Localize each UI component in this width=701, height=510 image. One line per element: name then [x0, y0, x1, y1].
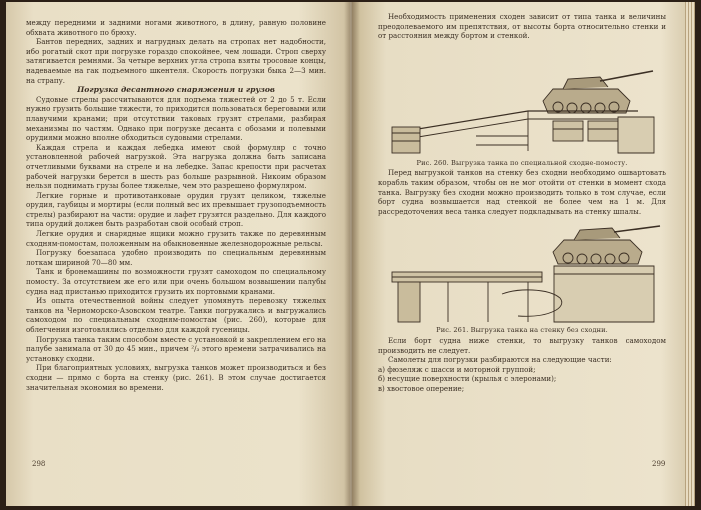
right-page-text — [378, 12, 666, 394]
right-page — [352, 2, 695, 506]
paragraph: Судовые стрелы рассчитываются для подъема тяжестей от 2 до 5 т. Если нужно грузить большие тяжести, то приходится пользоваться береговыми или плавучими кранами; при отсутствии таковых грузят стрелами, разбирая механизмы по частям. Однако при погрузке десанта с обозами и полевыми орудиями можно вполне обходиться судовыми стрелами. — [26, 94, 326, 143]
paragraph: Легкие горные и противотанковые орудия грузят целиком, тяжелые орудия, гаубицы и мортиры (если полный вес их превышает грузоподъемность стрелы) разбирают на части: орудие и лафет грузятся раздельно. Для каждого типа орудий должен быть разработан свой особый строп. — [26, 190, 326, 229]
paragraph: между передними и задними ногами животного, в длину, равную половине обхвата животного по брюху. — [26, 18, 326, 37]
list-item: а) фюзеляж с шасси и моторной группой; — [378, 364, 536, 374]
page-number-left: 298 — [32, 460, 46, 468]
paragraph: Бантов передних, задних и нагрудных делать на стропах нет надобности, ибо рогатый скот при погрузке гораздо спокойнее, чем лошади. Строп сверху затягивается ремнями. За четыре верхних угла стропа взяты тросовые концы, надеваемые на гак подъемного шкентеля. Скорость погрузки быка 2—3 мин. на страпу. — [26, 37, 326, 85]
book-spine-shadow — [344, 2, 360, 506]
section-heading: Погрузка десантного снаряжения и грузов — [77, 85, 275, 95]
figure-261 — [378, 222, 666, 336]
figure-caption: Рис. 260. Выгрузка танка по специальной сходне-помосту. — [416, 158, 628, 167]
paragraph: Легкие орудия и снарядные ящики можно грузить также по деревянным сходням-помостам, положенным на обыкновенные железнодорожные рельсы. — [26, 229, 326, 248]
paragraph: Необходимость применения сходен зависит от типа танка и величины преодолеваемого им препятствия, от высоты борта относительно стенки и от расстояния между бортом и стенкой. — [378, 12, 666, 41]
paragraph: Из опыта отечественной войны следует упомянуть перевозку тяжелых танков на Черноморско-Азовском театре. Танки погружались и выгружались самоходом по специальным сходням-помостам (рис. 260), которые для облегчения изготовлялись отдельно для каждой гусеницы. — [26, 296, 326, 334]
list-item: б) несущие поверхности (крылья с элеронами); — [378, 374, 557, 384]
figure-260 — [378, 41, 666, 169]
tank-ramp-illustration — [378, 41, 666, 159]
paragraph: Самолеты для погрузки разбираются на следующие части: — [388, 355, 612, 365]
paragraph: Танк и бронемашины по возможности грузят самоходом по специальному помосту. За отсутствием же его или при очень большом возвышении палубы судна над пристанью приходится грузить их портовыми кранами. — [26, 267, 326, 296]
tank-quay-illustration — [378, 222, 666, 326]
left-page-text — [26, 18, 326, 392]
list-item: в) хвостовое оперение; — [378, 383, 465, 393]
page-edges — [685, 2, 695, 506]
paragraph: Если борт судна ниже стенки, то выгрузку танков самоходом производить не следует. — [378, 335, 666, 355]
paragraph: Погрузка танка таким способом вместе с установкой и закреплением его на палубе занимала от 30 до 45 мин., причем ²/₃ этого времени затрачивались на установку сходни. — [26, 334, 326, 363]
paragraph: При благоприятных условиях, выгрузка танков может производиться и без сходни — прямо с борта на стенку (рис. 261). В этом случае достигается значительная экономия во времени. — [26, 363, 326, 392]
open-book — [6, 2, 695, 506]
figure-caption: Рис. 261. Выгрузка танка на стенку без сходни. — [436, 326, 608, 335]
parts-list — [378, 365, 666, 394]
left-page — [6, 2, 350, 506]
paragraph: Перед выгрузкой танков на стенку без сходни необходимо ошвартовать корабль таким образом, чтобы он не мог отойти от стенки в момент схода танка. Выгрузку без сходни можно производить только в том случае, если борт судна возвышается над стенкой не более чем на 1 м. Для рассредоточения веса танка следует подкладывать на стенку шпалы. — [378, 168, 666, 216]
page-number-right: 299 — [652, 460, 666, 468]
paragraph: Погрузку боезапаса удобно производить по специальным деревянным лоткам шириной 70—80 мм. — [26, 248, 326, 267]
paragraph: Каждая стрела и каждая лебедка имеют свой формуляр с точно установленной рабочей нагрузкой. Эта нагрузка должна быть записана отчетливыми буквами на стреле и на лебедке. Запас крепости при расчетах рабочей нагрузки берется в шесть раз больше разрывной. Никоим образом нельзя поднимать грузы более тяжелые, чем это разрешено формуляром. — [26, 142, 326, 191]
